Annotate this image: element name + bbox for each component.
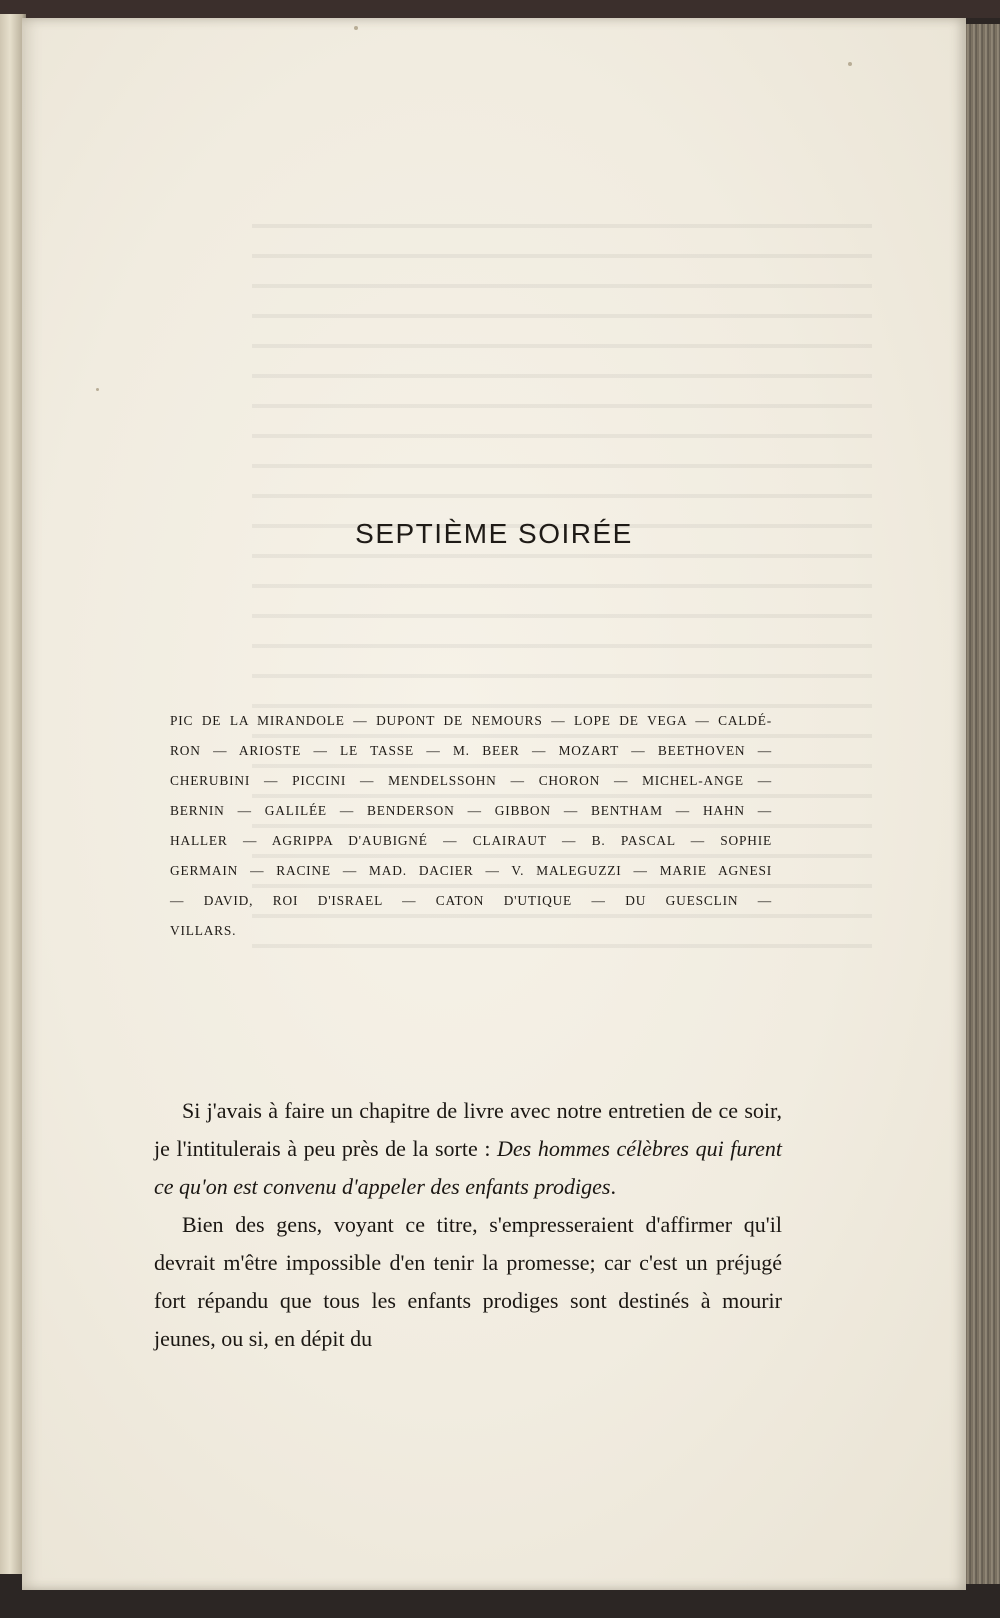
page-stack-right [960, 24, 1000, 1584]
paragraph-1-end: . [610, 1174, 616, 1199]
paragraph-1 [154, 1092, 782, 1206]
summary-line: VILLARS. [170, 923, 237, 938]
paper-speck [848, 62, 852, 66]
summary-line: PIC DE LA MIRANDOLE — DUPONT DE NEMOURS — LOPE DE VEGA — CALDÉ- [170, 713, 772, 728]
summary-line: — DAVID, ROI D'ISRAEL — CATON D'UTIQUE — DU GUESCLIN — [170, 893, 772, 908]
paragraph-2: Bien des gens, voyant ce titre, s'empresseraient d'affirmer qu'il devrait m'être impossible d'en tenir la promesse; car c'est un préjugé fort répandu que tous les enfants prodiges sont destinés à mourir jeunes, ou si, en dépit du [154, 1212, 782, 1351]
summary-line: BERNIN — GALILÉE — BENDERSON — GIBBON — BENTHAM — HAHN — [170, 803, 772, 818]
paper-speck [96, 388, 99, 391]
page-sheet [22, 18, 966, 1590]
chapter-title: SEPTIÈME SOIRÉE [355, 518, 633, 549]
paper-speck [354, 26, 358, 30]
summary-line: HALLER — AGRIPPA D'AUBIGNÉ — CLAIRAUT — B. PASCAL — SOPHIE [170, 833, 772, 848]
paragraph-1-italic-title: Des hommes célèbres qui furent ce qu'on est convenu d'appeler des enfants prodiges [154, 1136, 782, 1199]
summary-line: CHERUBINI — PICCINI — MENDELSSOHN — CHORON — MICHEL-ANGE — [170, 773, 772, 788]
chapter-summary [170, 706, 772, 946]
summary-line: GERMAIN — RACINE — MAD. DACIER — V. MALEGUZZI — MARIE AGNESI [170, 863, 772, 878]
body-text [154, 1092, 782, 1358]
summary-line: RON — ARIOSTE — LE TASSE — M. BEER — MOZART — BEETHOVEN — [170, 743, 772, 758]
paragraph-1-text: Si j'avais à faire un chapitre de livre avec notre entretien de ce soir, je l'intitulerais à peu près de la sorte : [154, 1098, 782, 1161]
